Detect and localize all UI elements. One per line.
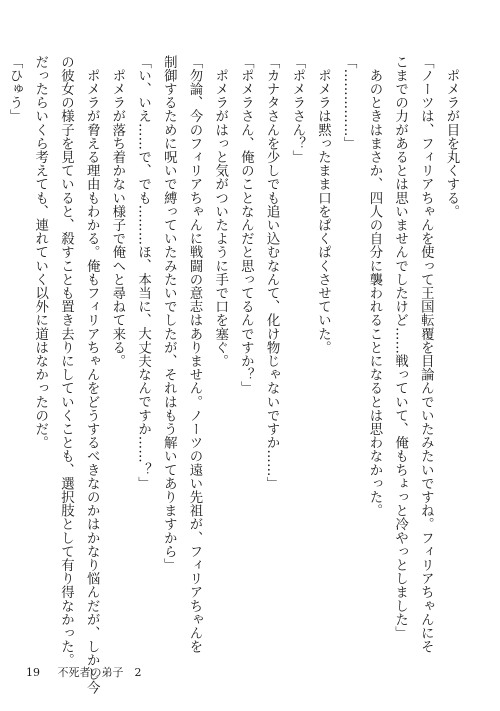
text-line: 「ポメラさん？」 bbox=[289, 55, 305, 164]
text-line: ポメラが目を丸くする。 bbox=[444, 55, 459, 219]
text-line: 「ノーツは、フィリアちゃんを使って王国転覆を目論んでいたみたいですね。フィリアちゃんにそ bbox=[418, 55, 434, 654]
text-line bbox=[0, 55, 1, 653]
text-line: ポメラは黙ったまま口をぱくぱくさせていた。 bbox=[315, 55, 331, 355]
text-line: 制御するために呪いで縛っていたみたいでしたが、それはもう解いてありますから」 bbox=[161, 55, 177, 572]
text-line: の彼女の様子を見ていると、殺すことも置き去りにしていくことも、選択肢として有り得なかった。 bbox=[58, 55, 74, 667]
text-line: 「カナタさんを少しでも追い込むなんて、化け物じゃないですか……」 bbox=[264, 55, 280, 491]
text-line: 「ひゅう」 bbox=[7, 55, 23, 123]
text-line: 「い、いえ……で、でも………ほ、本当に、大丈夫なんですか……？」 bbox=[135, 55, 151, 491]
page-number: 19 bbox=[26, 666, 40, 679]
text-line: 「……………」 bbox=[341, 55, 357, 151]
text-line: ポメラが脅える理由もわかる。俺もフィリアちゃんをどうするべきなのかはかなり悩んだが、しかし今 bbox=[84, 55, 100, 695]
text-line: 「ポメラさん、俺のことなんだと思ってるんですか？」 bbox=[238, 55, 254, 395]
text-line: ポメラが落ち着かない様子で俺へと尋ねて来る。 bbox=[109, 55, 125, 368]
text-line: だったらいくら考えても、連れていく以外に道はなかったのだ。 bbox=[32, 55, 48, 450]
text-line: あのときはまさか、四人の自分に襲われることになるとは思わなかった。 bbox=[366, 55, 382, 518]
page-footer bbox=[26, 664, 142, 680]
running-title: 不死者の弟子 2 bbox=[57, 666, 142, 679]
text-line: こまでの力があるとは思いませんでしたけど……戦っていて、俺もちょっと冷やっとしました」 bbox=[392, 55, 408, 640]
text-line: 「勿論、今のフィリアちゃんに戦闘の意志はありません。ノーツの遠い先祖が、フィリアちゃんを bbox=[186, 55, 202, 654]
text-line: ポメラがはっと気がついたように手で口を塞ぐ。 bbox=[212, 55, 228, 368]
